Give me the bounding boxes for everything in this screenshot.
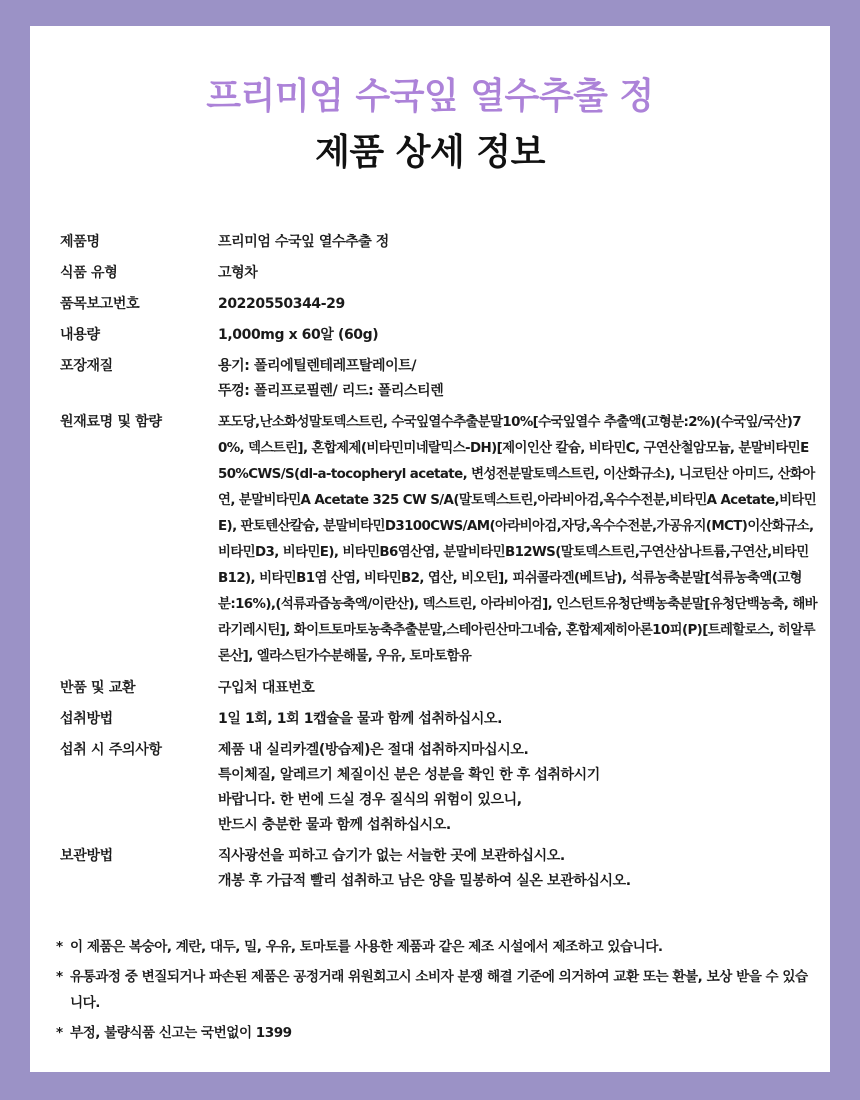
footnote-text: 부정, 불량식품 신고는 국번없이 1399	[70, 1025, 292, 1041]
spec-label: 품목보고번호	[60, 296, 140, 312]
spec-value	[218, 261, 818, 286]
spec-value-line: 용기: 폴리에틸렌테레프탈레이트/	[218, 358, 417, 374]
asterisk: *	[56, 939, 63, 955]
spec-value-line: 구입처 대표번호	[218, 680, 315, 696]
footnote-refund	[56, 964, 816, 1016]
spec-label: 섭취 시 주의사항	[60, 742, 162, 758]
spec-row-intake-method	[60, 707, 800, 732]
spec-row-ingredients	[60, 410, 817, 670]
spec-value-line: 반드시 충분한 물과 함께 섭취하십시오.	[218, 817, 451, 833]
spec-value-line: 뚜껑: 폴리프로필렌/ 리드: 폴리스티렌	[218, 383, 444, 399]
spec-value	[218, 844, 818, 894]
spec-value	[218, 738, 818, 838]
footnotes	[56, 934, 816, 1050]
spec-value-line: 바랍니다. 한 번에 드실 경우 질식의 위험이 있으니,	[218, 792, 522, 808]
spec-row-product-name	[60, 230, 800, 255]
spec-value-line: 개봉 후 가급적 빨리 섭취하고 남은 양을 밀봉하여 실온 보관하십시오.	[218, 873, 631, 889]
footnote-text: 유통과정 중 변질되거나 파손된 제품은 공정거래 위원회고시 소비자 분쟁 해결 기준에 의거하여 교환 또는 환불, 보상 받을 수 있습니다.	[70, 969, 808, 1011]
spec-value-line: 고형차	[218, 265, 258, 281]
spec-label: 포장재질	[60, 358, 113, 374]
ingredients-text: 포도당,난소화성말토덱스트린, 수국잎열수추출분말10%[수국잎열수 추출액(고형분:2%)(수국잎/국산)70%, 덱스트린], 혼합제제(비타민미네랄믹스-DH)[제이인산 칼슘, 비타민C, 구연산철암모늄, 분말비타민E 50%CWS/S(dl-a-tocopheryl acetate, 변성전분말토덱스트린, 이산화규소), 니코틴산 아미드, 산화아연, 분말비타민A Acetate 325 CW S/A(말토덱스트린,아라비아검,옥수수전분,비타민A Acetate,비타민E), 판토텐산칼슘, 분말비타민D3100CWS/AM(아라비아검,자당,옥수수전분,가공유지(MCT)이산화규소, 비타민D3, 비타민E), 비타민B6염산염, 분말비타민B12WS(말토덱스트린,구연산삼나트륨,구연산,비타민B12), 비타민B1염 산염, 비타민B2, 엽산, 비오틴], 피쉬콜라겐(베트남), 석류농축분말[석류농축액(고형분:16%),(석류과즙농축액/이란산), 덱스트린, 아라비아검], 인스턴트유청단백농축분말[유청단백농축, 해바라기레시틴], 화이트토마토농축추출분말,스테아린산마그네슘, 혼합제제히아론10피(P)[트레할로스, 히알루론산], 엘라스틴가수분해물, 우유, 토마토함유	[218, 415, 817, 664]
asterisk: *	[56, 1025, 63, 1041]
spec-value-line: 제품 내 실리카겔(방습제)은 절대 섭취하지마십시오.	[218, 742, 529, 758]
spec-row-food-type	[60, 261, 800, 286]
footnote-text: 이 제품은 복숭아, 계란, 대두, 밀, 우유, 토마토를 사용한 제품과 같은 제조 시설에서 제조하고 있습니다.	[70, 939, 663, 955]
spec-row-storage	[60, 844, 800, 894]
spec-row-content-amount	[60, 323, 800, 348]
spec-label: 보관방법	[60, 848, 113, 864]
spec-value	[218, 230, 818, 255]
spec-row-return-exchange	[60, 676, 800, 701]
spec-table	[60, 230, 817, 900]
spec-value-line: 프리미엄 수국잎 열수추출 정	[218, 234, 389, 250]
spec-label: 내용량	[60, 327, 100, 343]
product-name-title: 프리미엄 수국잎 열수추출 정	[206, 76, 654, 117]
footnote-report	[56, 1020, 816, 1046]
spec-label: 원재료명 및 함량	[60, 414, 162, 430]
spec-label: 섭취방법	[60, 711, 113, 727]
spec-label: 반품 및 교환	[60, 680, 136, 696]
spec-row-report-number	[60, 292, 800, 317]
spec-label: 식품 유형	[60, 265, 118, 281]
spec-value	[218, 707, 818, 732]
product-info-card	[30, 26, 830, 1072]
spec-label: 제품명	[60, 234, 100, 250]
spec-row-precautions	[60, 738, 800, 838]
asterisk: *	[56, 969, 63, 985]
spec-row-packaging	[60, 354, 800, 404]
spec-value	[218, 676, 818, 701]
spec-value	[218, 292, 818, 317]
spec-value-line: 특이체질, 알레르기 체질이신 분은 성분을 확인 한 후 섭취하시기	[218, 767, 600, 783]
spec-value-line: 20220550344-29	[218, 296, 345, 312]
spec-value-line: 1일 1회, 1회 1캡슐을 물과 함께 섭취하십시오.	[218, 711, 503, 727]
footnote-allergen	[56, 934, 816, 960]
spec-value-line: 1,000mg x 60알 (60g)	[218, 327, 379, 343]
page-title: 제품 상세 정보	[315, 132, 545, 173]
spec-value	[218, 323, 818, 348]
spec-value	[218, 354, 818, 404]
spec-value-line: 직사광선을 피하고 습기가 없는 서늘한 곳에 보관하십시오.	[218, 848, 565, 864]
